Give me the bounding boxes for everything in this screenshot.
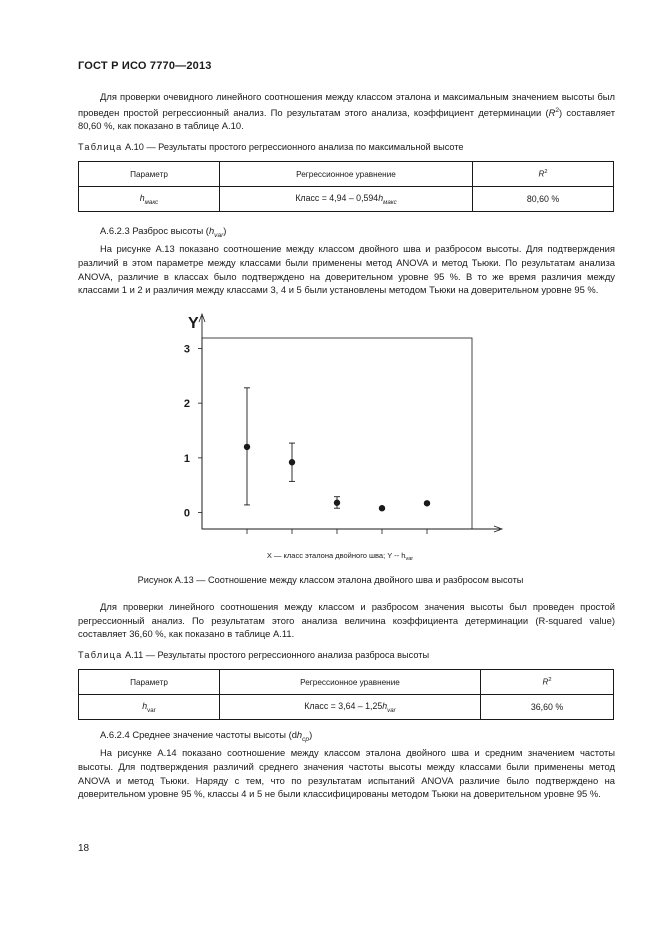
paragraph-regression-max-height [78, 90, 615, 133]
equation-subscript: макс [383, 198, 397, 206]
equation-var: h [378, 192, 384, 203]
caption-text: А.11 — Результаты простого регрессионного анализа разброса высоты [122, 650, 430, 660]
r-symbol: R [538, 169, 545, 179]
chart-a13 [170, 308, 510, 573]
heading-close: ) [309, 729, 313, 740]
section-heading: А.6.2.3 Разброс высоты ( [100, 225, 209, 236]
data-point [244, 444, 250, 450]
equation-text: Класс = 3,64 – 1,25 [304, 700, 383, 711]
figure-a13 [170, 308, 510, 573]
cell-equation [220, 187, 473, 212]
table-row [79, 187, 614, 212]
heading-subscript: ср [302, 735, 310, 743]
section-heading: А.6.2.4 Среднее значение частоты высоты (d [100, 729, 297, 740]
heading-var: h [208, 225, 215, 236]
param-symbol: h [142, 700, 148, 711]
equation-subscript: var [387, 706, 396, 714]
figure-caption: Рисунок А.13 — Соотношение между классом эталона двойного шва и разбросом высоты [137, 575, 524, 585]
x-label-subscript: var [405, 556, 414, 562]
superscript: 2 [555, 106, 560, 114]
table-row [79, 695, 614, 720]
table-a10 [78, 161, 614, 212]
cell-parameter [79, 695, 220, 720]
data-point [379, 505, 385, 511]
table-header-row [79, 162, 614, 187]
x-label-text: X — класс эталона двойного шва; Y -- h [266, 551, 406, 560]
x-axis-label [267, 551, 413, 562]
equation-text: Класс = 4,94 – 0,594 [295, 192, 379, 203]
cell-equation [220, 695, 481, 720]
header-parameter: Параметр [79, 162, 220, 187]
heading-close: ) [223, 225, 227, 236]
header-parameter: Параметр [79, 670, 220, 695]
caption-prefix: Таблица [78, 142, 123, 152]
r-symbol: R [542, 677, 549, 687]
y-tick-label: 3 [183, 343, 190, 356]
paragraph-text: Для проверки линейного соотношения между классом и разбросом значения высоты был проведен простой регрессионный анализ. По результатам этого анализа величина коэффициента детерминации (R-squared value) составляет 36,60 %, как показано в таблице А.11. [78, 601, 615, 640]
caption-prefix: Таблица [78, 650, 123, 660]
paragraph-regression-variation [78, 600, 615, 641]
superscript: 2 [548, 677, 552, 684]
header-equation: Регрессионное уравнение [220, 670, 481, 695]
page-number: 18 [78, 843, 90, 854]
table-header-row [79, 670, 614, 695]
y-tick-label: 1 [183, 452, 190, 465]
header-equation: Регрессионное уравнение [220, 162, 473, 187]
section-a623 [78, 224, 615, 297]
table-a11-caption [78, 650, 429, 660]
param-symbol: h [139, 192, 145, 203]
r-symbol: R [548, 106, 556, 118]
param-subscript: макс [144, 198, 159, 206]
data-point [334, 500, 340, 506]
data-point [424, 500, 430, 506]
data-point [289, 459, 295, 465]
y-tick-label: 0 [183, 507, 190, 520]
section-a624 [78, 728, 615, 801]
cell-r2: 36,60 % [481, 695, 614, 720]
header-r2 [481, 670, 614, 695]
heading-var: h [296, 729, 303, 740]
header-r2 [473, 162, 614, 187]
cell-r2: 80,60 % [473, 187, 614, 212]
equation-var: h [382, 700, 388, 711]
cell-parameter [79, 187, 220, 212]
paragraph-text: Для проверки очевидного линейного соотношения между классом эталона и максимальным значением высоты был проведен простой регрессионный анализ. По результатам этого анализа, коэффициент детерминации ( [78, 91, 615, 118]
section-body: На рисунке А.13 показано соотношение между классом двойного шва и разбросом высоты. Для подтверждения различий в этом параметре между классами были применены метод ANOVA и метод Тьюки. По результатам анализа ANOVA, различие в классах было подтверждено на доверительном уровне 95 %. В то же время различия между классами 1 и 2 и различия между классами 3, 4 и 5 были установлены методом Тьюки на доверительном уровне 95 %. [78, 243, 615, 296]
caption-text: А.10 — Результаты простого регрессионного анализа по максимальной высоте [122, 142, 464, 152]
superscript: 2 [544, 169, 548, 176]
y-axis-label: Y [188, 315, 199, 332]
table-a10-caption [78, 142, 464, 152]
table-a11 [78, 669, 614, 720]
y-tick-label: 2 [183, 398, 190, 411]
heading-subscript: var [214, 231, 224, 239]
section-body: На рисунке А.14 показано соотношение между классом эталона двойного шва и средним значением частоты высоты. Для подтверждения различий среднего значения частоты высоты между классами были применены метод ANOVA и метод Тьюки. Наряду с тем, что по результатам испытаний ANOVA различие было подтверждено на доверительном уровне 95 %, классы 4 и 5 не были классифицированы методом Тьюки на доверительном уровне 95 %. [78, 747, 615, 800]
document-header: ГОСТ Р ИСО 7770—2013 [78, 60, 212, 72]
paragraph-text-tail: ) составляет 80,60 %, как показано в таблице А.10. [78, 106, 615, 132]
param-subscript: var [147, 706, 156, 714]
